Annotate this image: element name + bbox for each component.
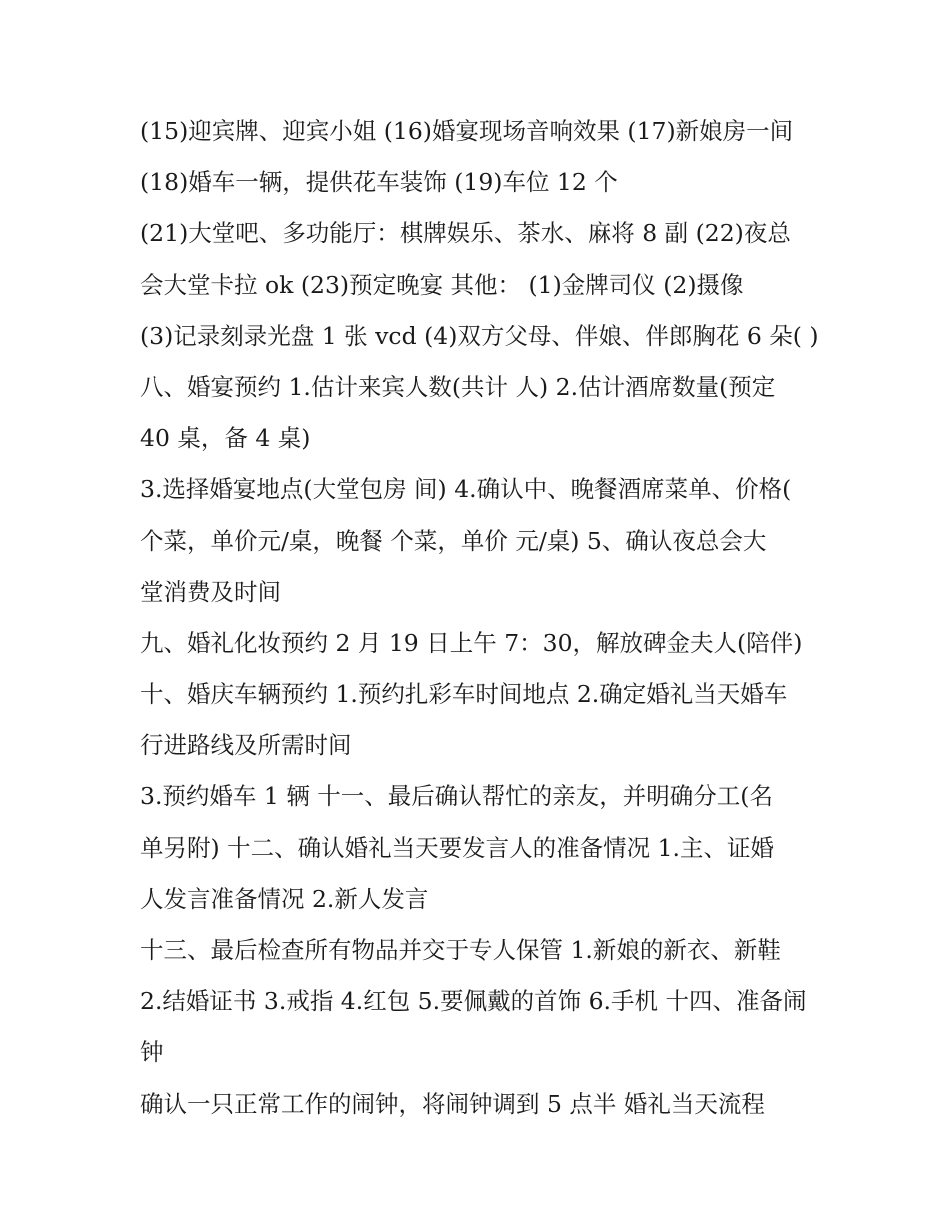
text-line: (21)大堂吧、多功能厅：棋牌娱乐、茶水、麻将 8 副 (22)夜总 xyxy=(140,219,791,248)
document-body xyxy=(140,106,820,1130)
text-line: 3.选择婚宴地点(大堂包房 间) 4.确认中、晚餐酒席菜单、价格( xyxy=(140,475,792,504)
text-line: (3)记录刻录光盘 1 张 vcd (4)双方父母、伴娘、伴郎胸花 6 朵( ) xyxy=(140,321,819,350)
text-line: 堂消费及时间 xyxy=(140,577,281,606)
text-line: 40 桌，备 4 桌) xyxy=(140,424,311,453)
text-line: 十、婚庆车辆预约 1.预约扎彩车时间地点 2.确定婚礼当天婚车 xyxy=(140,680,788,709)
text-line: 单另附) 十二、确认婚礼当天要发言人的准备情况 1.主、证婚 xyxy=(140,833,775,862)
text-line: 个菜，单价元/桌，晚餐 个菜，单价 元/桌) 5、确认夜总会大 xyxy=(140,526,767,555)
text-line: (15)迎宾牌、迎宾小姐 (16)婚宴现场音响效果 (17)新娘房一间 xyxy=(140,117,794,145)
text-line: 人发言准备情况 2.新人发言 xyxy=(140,884,429,913)
text-line: 九、婚礼化妆预约 2 月 19 日上午 7：30，解放碑金夫人(陪伴) xyxy=(140,628,803,657)
text-line: 3.预约婚车 1 辆 十一、最后确认帮忙的亲友，并明确分工(名 xyxy=(140,782,773,811)
text-line: 确认一只正常工作的闹钟，将闹钟调到 5 点半 婚礼当天流程 xyxy=(140,1089,765,1118)
text-line: 会大堂卡拉 ok (23)预定晚宴 其他： (1)金牌司仪 (2)摄像 xyxy=(140,270,744,299)
text-line: 十三、最后检查所有物品并交于专人保管 1.新娘的新衣、新鞋 xyxy=(140,936,781,964)
text-line: (18)婚车一辆，提供花车装饰 (19)车位 12 个 xyxy=(140,168,618,197)
text-line: 八、婚宴预约 1.估计来宾人数(共计 人) 2.估计酒席数量(预定 xyxy=(140,372,776,401)
text-line: 行进路线及所需时间 xyxy=(140,731,352,760)
text-line: 2.结婚证书 3.戒指 4.红包 5.要佩戴的首饰 6.手机 十四、准备闹 xyxy=(140,987,807,1016)
text-line: 钟 xyxy=(140,1038,164,1067)
